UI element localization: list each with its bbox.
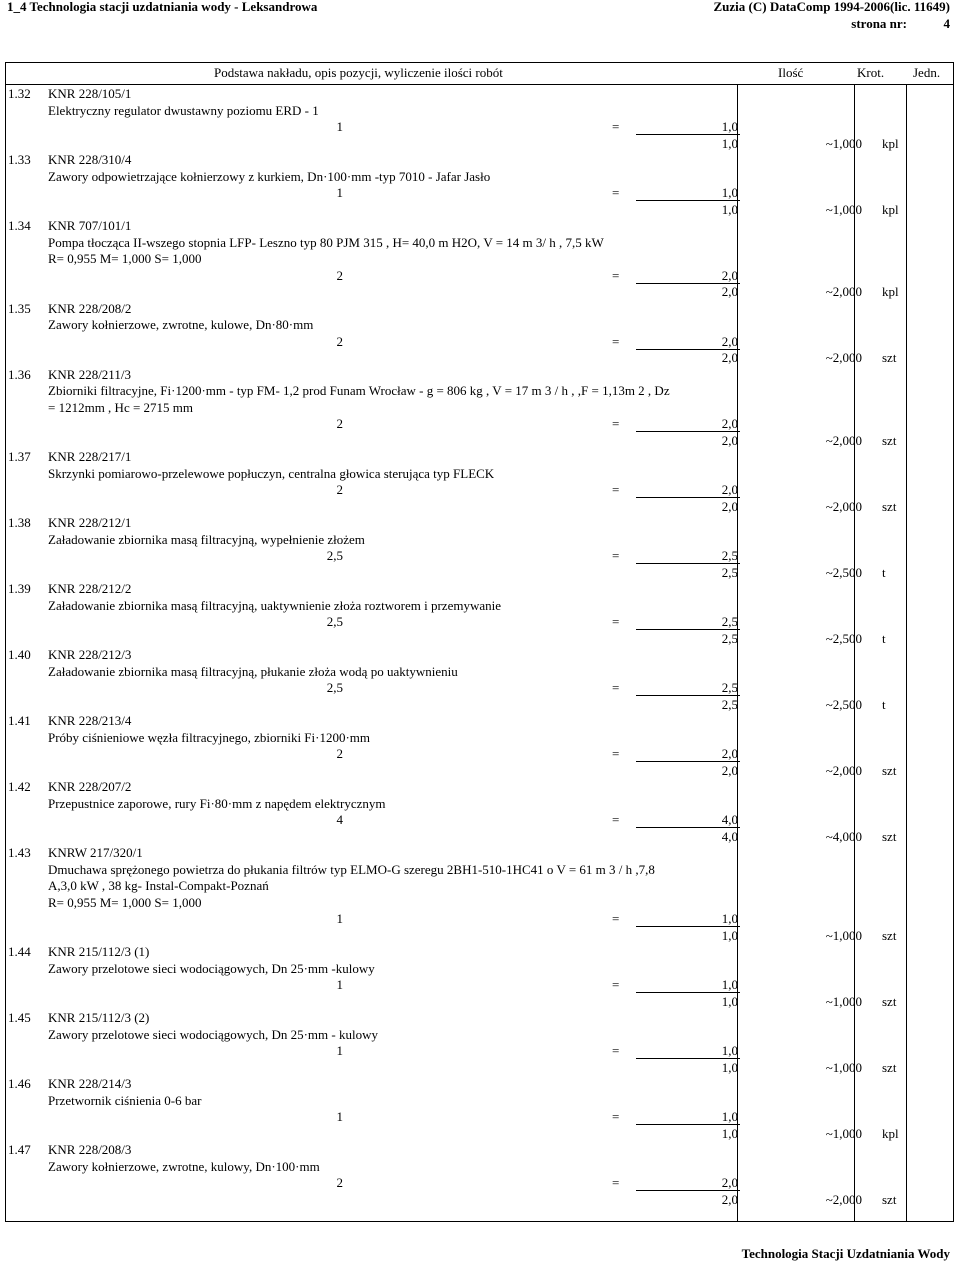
column-header-krot: Krot. bbox=[857, 65, 885, 80]
item-number: 1.41 bbox=[8, 713, 31, 728]
header-separator bbox=[5, 84, 954, 85]
item-description: Załadowanie zbiornika masą filtracyjną, uaktywnienie złoża roztworem i przemywanie bbox=[48, 597, 502, 613]
item-description: Zawory kołnierzowe, zwrotne, kulowy, Dn·100·mm bbox=[48, 1158, 320, 1174]
calc-result: 1,0 bbox=[721, 1109, 738, 1124]
item-unit: szt bbox=[882, 927, 897, 943]
item-description: Próby ciśnieniowe węzła filtracyjnego, zbiorniki Fi·1200·mm bbox=[48, 729, 371, 745]
item-unit: kpl bbox=[882, 135, 899, 151]
calc-result: 2,0 bbox=[721, 416, 738, 431]
item-code: KNR 215/112/3 (2) bbox=[48, 1010, 150, 1025]
item-description: A,3,0 kW , 38 kg- Instal-Compakt-Poznań bbox=[48, 878, 269, 893]
calc-input: 2,5 bbox=[326, 548, 343, 563]
item-number: 1.33 bbox=[8, 152, 31, 167]
item-description: R= 0,955 M= 1,000 S= 1,000 bbox=[48, 894, 202, 910]
calc-equals: = bbox=[612, 185, 620, 200]
item-krot: ~2,000 bbox=[825, 762, 862, 778]
table-row bbox=[8, 1076, 948, 1142]
calc-equals: = bbox=[612, 911, 620, 926]
item-quantity: 4,0 bbox=[721, 828, 738, 844]
item-unit: szt bbox=[882, 993, 897, 1009]
table-row bbox=[8, 218, 948, 301]
calc-result: 2,0 bbox=[721, 1175, 738, 1190]
table-row bbox=[8, 1142, 948, 1208]
item-quantity: 2,0 bbox=[721, 350, 738, 365]
item-code: KNR 228/212/2 bbox=[48, 581, 132, 596]
item-unit: szt bbox=[882, 350, 897, 365]
table-row bbox=[8, 647, 948, 713]
calc-result: 2,0 bbox=[721, 267, 738, 283]
item-number: 1.37 bbox=[8, 449, 31, 464]
table-row bbox=[8, 1010, 948, 1076]
calc-result: 1,0 bbox=[721, 119, 738, 134]
calc-result: 1,0 bbox=[721, 977, 738, 992]
calc-result: 4,0 bbox=[721, 812, 738, 827]
calc-input: 4 bbox=[336, 812, 343, 827]
table-row bbox=[8, 515, 948, 581]
calc-input: 2 bbox=[336, 267, 343, 283]
calc-input: 2,5 bbox=[326, 680, 343, 695]
calc-equals: = bbox=[612, 119, 620, 134]
item-code: KNR 228/213/4 bbox=[48, 713, 132, 728]
item-krot: ~2,500 bbox=[825, 564, 862, 580]
item-unit: kpl bbox=[882, 201, 899, 217]
calc-input: 2 bbox=[336, 333, 343, 349]
table-row bbox=[8, 779, 948, 845]
item-description: Skrzynki pomiarowo-przelewowe popłuczyn, centralna głowica sterująca typ FLECK bbox=[48, 465, 495, 481]
item-code: KNR 228/310/4 bbox=[48, 152, 132, 167]
item-code: KNR 228/212/3 bbox=[48, 647, 132, 662]
item-unit: t bbox=[882, 564, 886, 580]
item-quantity: 1,0 bbox=[721, 927, 738, 943]
item-unit: szt bbox=[882, 762, 897, 778]
item-unit: szt bbox=[882, 1059, 897, 1075]
calc-equals: = bbox=[612, 267, 620, 283]
item-description: R= 0,955 M= 1,000 S= 1,000 bbox=[48, 251, 202, 266]
item-number: 1.40 bbox=[8, 647, 31, 662]
item-number: 1.34 bbox=[8, 218, 31, 233]
item-number: 1.43 bbox=[8, 845, 31, 860]
item-quantity: 2,0 bbox=[721, 1191, 738, 1207]
calc-equals: = bbox=[612, 614, 620, 629]
item-number: 1.42 bbox=[8, 779, 31, 794]
item-krot: ~1,000 bbox=[825, 1059, 862, 1075]
item-quantity: 2,0 bbox=[721, 432, 738, 448]
item-unit: t bbox=[882, 630, 886, 646]
page-header bbox=[0, 0, 960, 40]
item-description: Załadowanie zbiornika masą filtracyjną, płukanie złoża wodą po uaktywnieniu bbox=[48, 663, 458, 679]
calc-equals: = bbox=[612, 680, 620, 695]
item-code: KNR 228/105/1 bbox=[48, 86, 132, 101]
item-description: Zawory przelotowe sieci wodociągowych, Dn 25·mm -kulowy bbox=[48, 960, 375, 976]
calc-result: 1,0 bbox=[721, 1043, 738, 1058]
calc-equals: = bbox=[612, 548, 620, 563]
calc-equals: = bbox=[612, 977, 620, 992]
table-row bbox=[8, 449, 948, 515]
item-quantity: 1,0 bbox=[721, 993, 738, 1009]
calc-input: 1 bbox=[336, 977, 343, 992]
item-krot: ~4,000 bbox=[825, 828, 862, 844]
table-row bbox=[8, 944, 948, 1010]
calc-input: 2 bbox=[336, 746, 343, 761]
item-krot: ~1,000 bbox=[825, 927, 862, 943]
item-quantity: 2,5 bbox=[721, 564, 738, 580]
item-description: Załadowanie zbiornika masą filtracyjną, wypełnienie złożem bbox=[48, 531, 365, 547]
item-code: KNRW 217/320/1 bbox=[48, 845, 143, 860]
calc-input: 2 bbox=[336, 416, 343, 431]
item-krot: ~2,000 bbox=[825, 350, 862, 365]
calc-input: 1 bbox=[336, 119, 343, 134]
item-code: KNR 228/214/3 bbox=[48, 1076, 132, 1091]
item-krot: ~1,000 bbox=[825, 1125, 862, 1141]
column-header-description: Podstawa nakładu, opis pozycji, wyliczenie ilości robót bbox=[214, 65, 503, 80]
item-number: 1.32 bbox=[8, 86, 31, 101]
item-krot: ~2,500 bbox=[825, 630, 862, 646]
calc-result: 2,0 bbox=[721, 746, 738, 761]
item-description: Zbiorniki filtracyjne, Fi·1200·mm - typ FM- 1,2 prod Funam Wrocław - g = 806 kg , V = 17 m 3 / h , ,F = 1,13m 2 , Dz bbox=[48, 383, 670, 398]
item-quantity: 1,0 bbox=[721, 1125, 738, 1141]
page-number bbox=[851, 16, 950, 32]
item-code: KNR 228/217/1 bbox=[48, 449, 132, 464]
item-description: Dmuchawa sprężonego powietrza do płukania filtrów typ ELMO-G szeregu 2BH1-510-1HC41 o V = 61 m 3 / h ,7,8 bbox=[48, 861, 655, 877]
item-quantity: 2,5 bbox=[721, 696, 738, 712]
calc-equals: = bbox=[612, 416, 620, 431]
item-description: Elektryczny regulator dwustawny poziomu ERD - 1 bbox=[48, 102, 319, 118]
calc-input: 2 bbox=[336, 482, 343, 497]
calc-result: 2,0 bbox=[721, 482, 738, 497]
software-credit: Zuzia (C) DataComp 1994-2006(lic. 11649) bbox=[713, 0, 950, 14]
calc-input: 1 bbox=[336, 911, 343, 926]
calc-input: 2 bbox=[336, 1175, 343, 1190]
document-title: 1_4 Technologia stacji uzdatniania wody - Leksandrowa bbox=[7, 0, 318, 14]
calc-input: 1 bbox=[336, 185, 343, 200]
item-code: KNR 228/208/2 bbox=[48, 300, 132, 316]
item-code: KNR 215/112/3 (1) bbox=[48, 944, 150, 959]
item-krot: ~1,000 bbox=[825, 135, 862, 151]
item-number: 1.38 bbox=[8, 515, 31, 530]
calc-input: 1 bbox=[336, 1109, 343, 1124]
calc-equals: = bbox=[612, 1175, 620, 1190]
calc-equals: = bbox=[612, 1043, 620, 1058]
item-description: Zawory kołnierzowe, zwrotne, kulowe, Dn·80·mm bbox=[48, 317, 314, 332]
item-unit: szt bbox=[882, 828, 897, 844]
item-description: Przepustnice zaporowe, rury Fi·80·mm z napędem elektrycznym bbox=[48, 795, 386, 811]
table-row bbox=[8, 713, 948, 779]
calc-result: 2,5 bbox=[721, 680, 738, 695]
calc-equals: = bbox=[612, 812, 620, 827]
page-number-label: strona nr: bbox=[851, 16, 907, 31]
page-footer: Technologia Stacji Uzdatniania Wody bbox=[741, 1246, 950, 1261]
item-quantity: 1,0 bbox=[721, 1059, 738, 1075]
calc-input: 2,5 bbox=[326, 614, 343, 629]
item-code: KNR 228/212/1 bbox=[48, 515, 132, 530]
item-code: KNR 228/208/3 bbox=[48, 1142, 132, 1157]
calc-equals: = bbox=[612, 1109, 620, 1124]
item-description: Zawory przelotowe sieci wodociągowych, Dn 25·mm - kulowy bbox=[48, 1026, 378, 1042]
table-row bbox=[8, 86, 948, 152]
calc-equals: = bbox=[612, 333, 620, 349]
calc-equals: = bbox=[612, 746, 620, 761]
column-header-quantity: Ilość bbox=[778, 65, 804, 80]
calc-result: 2,0 bbox=[721, 333, 738, 349]
calc-result: 1,0 bbox=[721, 911, 738, 926]
item-number: 1.39 bbox=[8, 581, 31, 596]
item-unit: kpl bbox=[882, 1125, 899, 1141]
item-quantity: 1,0 bbox=[721, 201, 738, 217]
item-code: KNR 228/207/2 bbox=[48, 779, 132, 794]
item-code: KNR 228/211/3 bbox=[48, 366, 131, 382]
table-row bbox=[8, 367, 948, 450]
item-unit: szt bbox=[882, 498, 897, 514]
item-unit: szt bbox=[882, 432, 897, 448]
item-krot: ~2,000 bbox=[825, 432, 862, 448]
item-unit: szt bbox=[882, 1191, 897, 1207]
item-number: 1.46 bbox=[8, 1076, 31, 1091]
table-row bbox=[8, 152, 948, 218]
calc-result: 1,0 bbox=[721, 185, 738, 200]
item-quantity: 1,0 bbox=[721, 135, 738, 151]
item-number: 1.36 bbox=[8, 366, 31, 382]
calc-input: 1 bbox=[336, 1043, 343, 1058]
page-number-value: 4 bbox=[943, 16, 950, 31]
item-krot: ~2,500 bbox=[825, 696, 862, 712]
item-quantity: 2,0 bbox=[721, 498, 738, 514]
item-number: 1.47 bbox=[8, 1142, 31, 1157]
item-description: Przetwornik ciśnienia 0-6 bar bbox=[48, 1092, 202, 1108]
item-description: = 1212mm , Hc = 2715 mm bbox=[48, 399, 194, 415]
item-krot: ~1,000 bbox=[825, 993, 862, 1009]
table-row bbox=[8, 301, 948, 367]
calc-equals: = bbox=[612, 482, 620, 497]
item-krot: ~2,000 bbox=[825, 498, 862, 514]
column-header-unit: Jedn. bbox=[913, 65, 941, 80]
calc-result: 2,5 bbox=[721, 548, 738, 563]
item-quantity: 2,0 bbox=[721, 284, 738, 299]
item-unit: kpl bbox=[882, 284, 899, 299]
item-number: 1.45 bbox=[8, 1010, 31, 1025]
item-description: Zawory odpowietrzające kołnierzowy z kurkiem, Dn·100·mm -typ 7010 - Jafar Jasło bbox=[48, 168, 491, 184]
table-row bbox=[8, 581, 948, 647]
table-row bbox=[8, 845, 948, 944]
item-unit: t bbox=[882, 696, 886, 712]
calc-result: 2,5 bbox=[721, 614, 738, 629]
item-krot: ~2,000 bbox=[825, 1191, 862, 1207]
item-description: Pompa tłocząca II-wszego stopnia LFP- Leszno typ 80 PJM 315 , H= 40,0 m H2O, V = 14 m 3/ h , 7,5 kW bbox=[48, 234, 604, 250]
item-number: 1.35 bbox=[8, 300, 31, 316]
item-code: KNR 707/101/1 bbox=[48, 218, 132, 233]
item-krot: ~2,000 bbox=[825, 284, 862, 299]
item-number: 1.44 bbox=[8, 944, 31, 959]
item-krot: ~1,000 bbox=[825, 201, 862, 217]
item-quantity: 2,5 bbox=[721, 630, 738, 646]
item-quantity: 2,0 bbox=[721, 762, 738, 778]
